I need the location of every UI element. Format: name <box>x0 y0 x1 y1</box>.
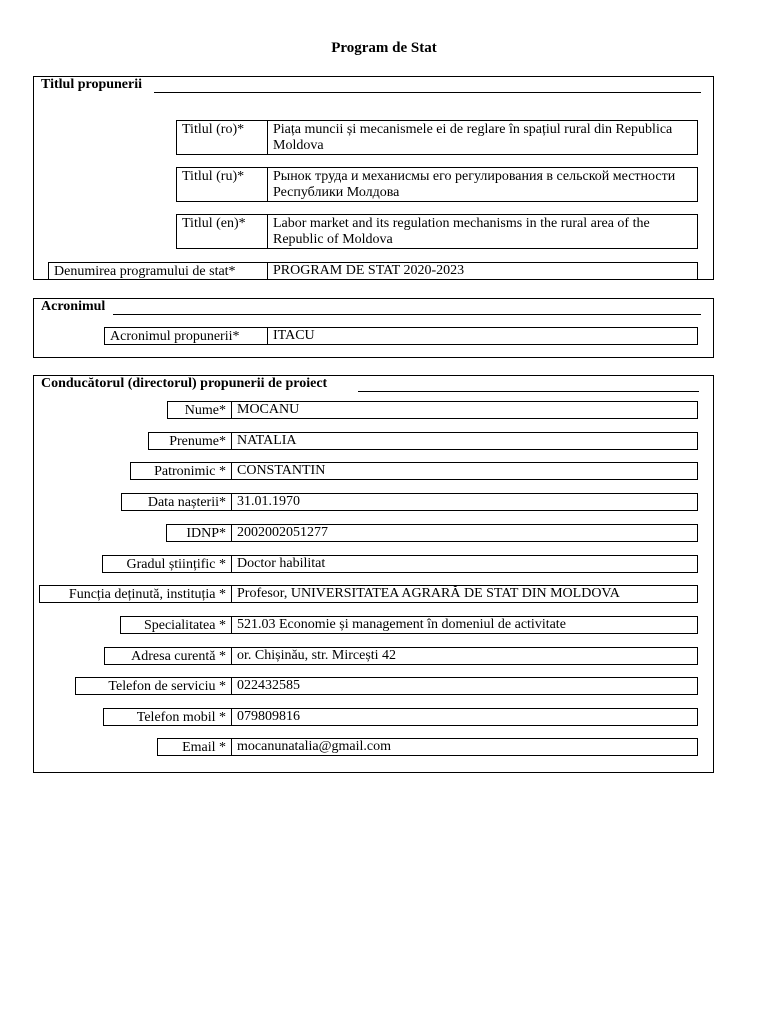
data-nasterii-field[interactable]: 31.01.1970 <box>231 493 698 511</box>
prenume-field[interactable]: NATALIA <box>231 432 698 450</box>
specialitatea-label: Specialitatea * <box>120 616 232 634</box>
functia-field[interactable]: Profesor, UNIVERSITATEA AGRARĂ DE STAT DIN MOLDOVA <box>231 585 698 603</box>
adresa-field[interactable]: or. Chișinău, str. Mircești 42 <box>231 647 698 665</box>
idnp-field[interactable]: 2002002051277 <box>231 524 698 542</box>
prenume-label: Prenume* <box>148 432 232 450</box>
nume-label: Nume* <box>167 401 232 419</box>
acronim-field[interactable]: ITACU <box>267 327 698 345</box>
conducator-heading-underline <box>358 391 699 392</box>
title-en-field[interactable]: Labor market and its regulation mechanisms in the rural area of the Republic of Moldova <box>267 214 698 249</box>
patronimic-field[interactable]: CONSTANTIN <box>231 462 698 480</box>
title-ru-label: Titlul (ru)* <box>176 167 268 202</box>
email-field[interactable]: mocanunatalia@gmail.com <box>231 738 698 756</box>
idnp-label: IDNP* <box>166 524 232 542</box>
nume-field[interactable]: MOCANU <box>231 401 698 419</box>
telefon-serviciu-field[interactable]: 022432585 <box>231 677 698 695</box>
data-nasterii-label: Data nașterii* <box>121 493 232 511</box>
email-label: Email * <box>157 738 232 756</box>
grad-stiintific-field[interactable]: Doctor habilitat <box>231 555 698 573</box>
patronimic-label: Patronimic * <box>130 462 232 480</box>
acronim-label: Acronimul propunerii* <box>104 327 268 345</box>
title-en-label: Titlul (en)* <box>176 214 268 249</box>
page-title: Program de Stat <box>331 40 437 56</box>
grad-stiintific-label: Gradul științific * <box>102 555 232 573</box>
adresa-label: Adresa curentă * <box>104 647 232 665</box>
title-ro-field[interactable]: Piața muncii și mecanismele ei de reglare în spațiul rural din Republica Moldova <box>267 120 698 155</box>
program-name-field[interactable]: PROGRAM DE STAT 2020-2023 <box>267 262 698 280</box>
titlu-heading-underline <box>154 92 701 93</box>
acronim-heading-underline <box>113 314 701 315</box>
program-name-label: Denumirea programului de stat* <box>48 262 268 280</box>
titlu-section-heading: Titlul propunerii <box>41 77 143 92</box>
specialitatea-field[interactable]: 521.03 Economie și management în domeniul de activitate <box>231 616 698 634</box>
title-ro-label: Titlul (ro)* <box>176 120 268 155</box>
acronim-section-heading: Acronimul <box>41 299 106 314</box>
telefon-serviciu-label: Telefon de serviciu * <box>75 677 232 695</box>
functia-label: Funcția deținută, instituția * <box>39 585 232 603</box>
title-ru-field[interactable]: Рынок труда и механисмы его регулирования в сельской местности Республики Молдова <box>267 167 698 202</box>
conducator-section-heading: Conducătorul (directorul) propunerii de proiect <box>41 376 328 391</box>
telefon-mobil-field[interactable]: 079809816 <box>231 708 698 726</box>
telefon-mobil-label: Telefon mobil * <box>103 708 232 726</box>
